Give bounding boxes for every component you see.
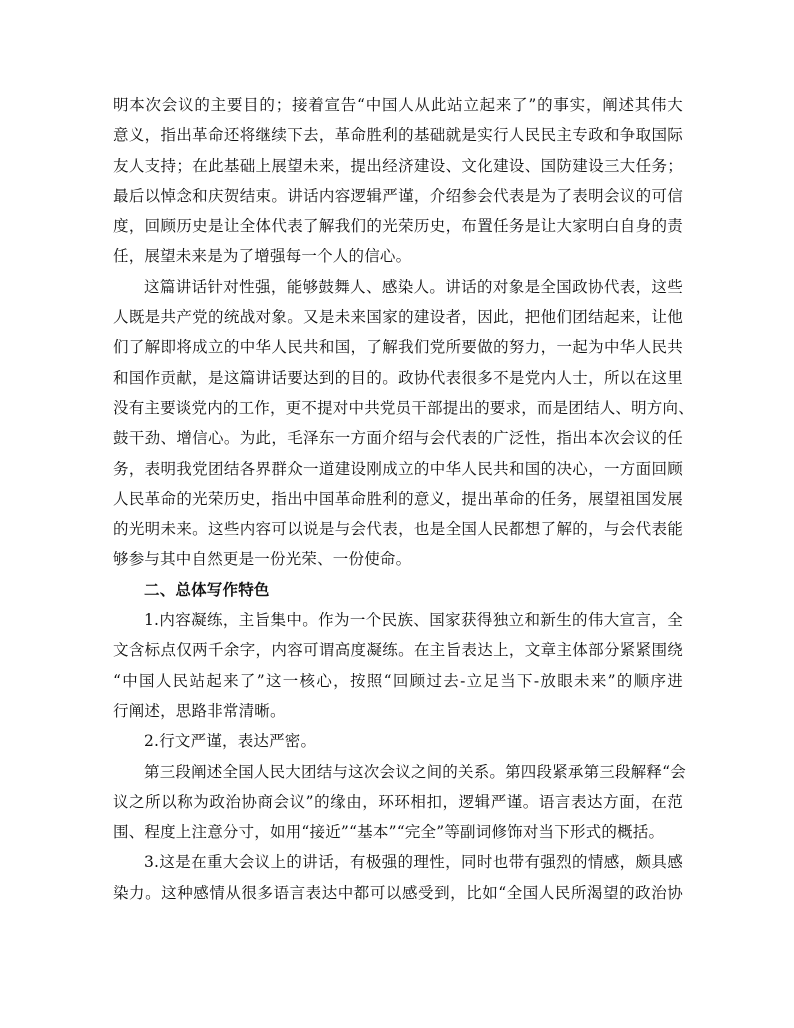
paragraph-6: [113, 847, 683, 908]
text-line: 友人支持；在此基础上展望未来，提出经济建设、文化建设、国防建设三大任务；: [113, 156, 683, 175]
text-line: 行阐述，思路非常清晰。: [113, 701, 286, 720]
text-line: 人民革命的光荣历史，指出中国革命胜利的意义，提出革命的任务，展望祖国发展: [113, 489, 683, 508]
text-line: 这篇讲话针对性强，能够鼓舞人、感染人。讲话的对象是全国政协代表，这些: [144, 277, 683, 296]
text-line: 第三段阐述全国人民大团结与这次会议之间的关系。第四段紧承第三段解释“会: [144, 762, 686, 781]
section-heading: [113, 575, 683, 605]
document-page: [113, 90, 694, 908]
text-line: 够参与其中自然更是一份光荣、一份使命。: [113, 550, 412, 569]
text-line: 2.行文严谨，表达严密。: [144, 732, 317, 751]
text-line: 人既是共产党的统战对象。又是未来国家的建设者，因此，把他们团结起来，让他: [113, 308, 683, 327]
text-line: 任，展望未来是为了增强每一个人的信心。: [113, 247, 412, 266]
paragraph-4: [113, 726, 683, 756]
text-line: 议之所以称为政治协商会议”的缘由，环环相扣，逻辑严谨。语言表达方面，在范: [113, 792, 683, 811]
text-line: 明本次会议的主要目的；接着宣告“中国人从此站立起来了”的事实，阐述其伟大: [113, 96, 683, 114]
text-line: 鼓干劲、增信心。为此，毛泽东一方面介绍与会代表的广泛性，指出本次会议的任: [113, 429, 683, 448]
text-line: 1.内容凝练，主旨集中。作为一个民族、国家获得独立和新生的伟大宣言，全: [144, 611, 683, 630]
text-line: 度，回顾历史是让全体代表了解我们的光荣历史，布置任务是让大家明白自身的责: [113, 217, 683, 236]
text-line: 文含标点仅两千余字，内容可谓高度凝练。在主旨表达上，文章主体部分紧紧围绕: [113, 641, 683, 660]
paragraph-1: [113, 90, 683, 272]
section-title: 二、总体写作特色: [144, 579, 270, 599]
text-line: 围、程度上注意分寸，如用“接近”“基本”“完全”等副词修饰对当下形式的概括。: [113, 823, 665, 842]
text-line: 和国作贡献，是这篇讲话要达到的目的。政协代表很多不是党内人士，所以在这里: [113, 368, 683, 387]
text-line: 务，表明我党团结各界群众一道建设刚成立的中华人民共和国的决心，一方面回顾: [113, 459, 683, 478]
text-line: 没有主要谈党内的工作，更不提对中共党员干部提出的要求，而是团结人、明方向、: [113, 398, 694, 417]
paragraph-5: [113, 757, 686, 848]
text-line: 的光明未来。这些内容可以说是与会代表，也是全国人民都想了解的，与会代表能: [113, 520, 683, 539]
paragraph-3: [113, 605, 683, 726]
text-line: 染力。这种感情从很多语言表达中都可以感受到，比如“全国人民所渴望的政治协: [113, 883, 683, 902]
text-line: “中国人民站起来了”这一核心，按照“回顾过去-立足当下-放眼未来”的顺序进: [113, 671, 683, 690]
text-line: 们了解即将成立的中华人民共和国，了解我们党所要做的努力，一起为中华人民共: [113, 338, 683, 357]
text-line: 最后以悼念和庆贺结束。讲话内容逻辑严谨，介绍参会代表是为了表明会议的可信: [113, 186, 683, 205]
text-line: 意义，指出革命还将继续下去，革命胜利的基础就是实行人民民主专政和争取国际: [113, 126, 683, 145]
text-line: 3.这是在重大会议上的讲话，有极强的理性，同时也带有强烈的情感，颇具感: [144, 853, 683, 872]
paragraph-2: [113, 272, 694, 575]
